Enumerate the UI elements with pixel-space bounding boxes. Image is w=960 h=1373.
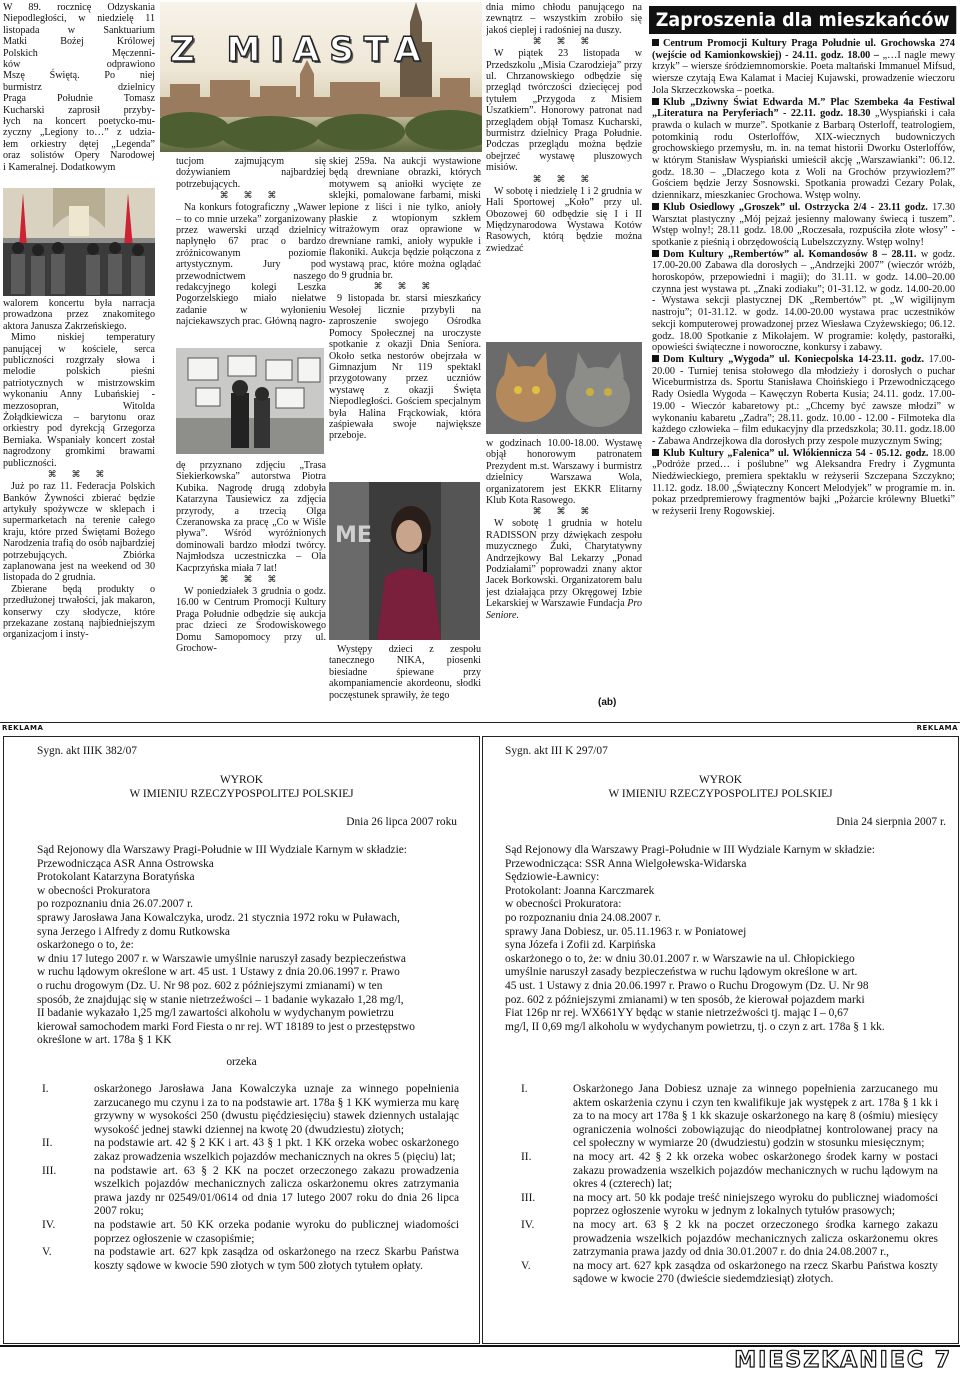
point-text: na podstawie art. 42 § 2 KK i art. 43 § 1 pkt. 1 KK orzeka wobec oskarżonego zakaz prowadzenia wszelkich pojazdów mechanicznych na okres 5 (pięciu) lat; (94, 1137, 459, 1163)
intro-line: Matki Bożej Królowej (3, 36, 155, 48)
concert-narration-text: walorem koncertu była narracja prowadzona przez znakomitego aktora Janusza Zakrzeńskiego. (3, 298, 155, 332)
charity-ball-paragraph (486, 518, 642, 621)
verdict-line: Przewodnicząca ASR Anna Ostrowska (37, 857, 214, 870)
verdict-point (4, 1165, 459, 1219)
city-skyline-image (160, 2, 482, 152)
verdict-line: sprawy Jana Dobiesz, ur. 05.11.1963 r. w Poniatowej (505, 925, 747, 938)
ad-label-left: REKLAMA (2, 724, 44, 732)
svg-text:ME: ME (335, 523, 372, 548)
intro-line: zyczny „Legiony to…” z udzia- (3, 127, 155, 139)
invitation-details: 17.30 Warsztat plastyczny „Mój pejzaż jesienny malowany świecą i tuszem”. Wstęp wolny!; 28.11 godz. 18.00 „Roczesała, rozpuściła złote włosy” - spotkanie z pieśnią i obrzędowością Lubelszczyzny. Wstęp wolny! (652, 201, 955, 248)
section-separator: ⌘ ⌘ ⌘ (219, 191, 283, 202)
invitation-item (652, 249, 955, 354)
column-4-top (486, 2, 642, 340)
invitation-venue: Klub „Dziwny Świat Edwarda M.” Plac Szembeka 4a Festiwal „Literatura na Peryferiach” - 22.11. godz. 18.30 (652, 96, 955, 120)
invitation-venue: Klub Kultury „Falenica” ul. Włókiennicza 54 - 05.12. godz. (663, 447, 933, 459)
point-text: na mocy art. 627 kpk zasądza od oskarżonego na rzecz Skarbu Państwa koszty sądowe w kwocie 270 (dwieście siedemdziesiąt) złotych. (573, 1259, 938, 1286)
case-number: Sygn. akt III K 297/07 (505, 745, 608, 757)
point-text: na mocy art. 63 § 2 kk na poczet orzeczonego środka karnego zakazu prowadzenia wszelkich pojazdów mechanicznych zalicza oskarżonemu okres zatrzymania prawa jazdy od dnia 30.01.2007 r. do dnia 24.08.2007 r., (573, 1218, 938, 1259)
intro-line: oraz solistów Opery Narodowej (3, 150, 155, 162)
section-separator: ⌘ ⌘ ⌘ (532, 37, 596, 48)
verdict-points (483, 1083, 938, 1287)
verdict-date: Dnia 24 sierpnia 2007 r. (836, 816, 946, 828)
verdict-point (4, 1083, 459, 1137)
food-bank-continuation: tucjom zajmującym się dożywianiem najbardziej potrzebujących. (176, 156, 326, 190)
auction-paragraph: W poniedziałek 3 grudnia o godz. 16.00 w Centrum Promocji Kultury Praga Południe odbędzie się aukcja prac dzieci ze Środowiskowego Domu Samopomocy przy ul. Grochow- (176, 586, 326, 655)
invitation-details: 18.00 „Podróże przed… i poślubne” wg Aleksandra Fredry i Zygmunta Niedźwieckiego, premiera spektaklu w reżyserii Szczepana Szczykno; 11.12. godz. 18.00 „Świąteczny Koncert Melodyjek” w programie m. in. pokaz przedpremierowy fragmentów bajki „Pożarcie królewny Bluetki” w reżyserii Ireny Rogowskiej. (652, 447, 955, 518)
concert-paragraph: Mimo niskiej temperatury panującej w kościele, serca publiczności rozgrzały słowa i melodie polskich pieśni patriotycznych w mistrzowskim wykonaniu Anny Lubańskiej - mezzosopran, Witolda Żołądkiewicza – barytonu oraz orkiestry pod dyrekcją Grzegorza Berniaka. Wspaniały koncert został nagrodzony gromkimi brawami publiczności. (3, 332, 155, 469)
foundation-name: Pro Seniore. (486, 598, 642, 621)
invitation-venue: Centrum Promocji Kultury Praga Południe ul. Grochowska 274 (wejście od Kamionkowskiej) - 24.11. godz. 18.00 – (652, 38, 955, 61)
verdict-points (4, 1083, 459, 1273)
verdict-line: Sąd Rejonowy dla Warszawy Pragi-Południe w III Wydziale Karnym w składzie: (37, 844, 407, 856)
bullet-square-icon (652, 203, 659, 210)
verdict-title: WYROK (698, 774, 743, 786)
verdict-line: umyślnie naruszył zasady bezpieczeństwa w ruchu lądowym określone w art. (505, 966, 858, 979)
verdict-date: Dnia 26 lipca 2007 roku (346, 816, 457, 828)
column-3-bottom (329, 644, 481, 712)
column-2-bottom (176, 460, 326, 712)
verdict-line: Protokolant: Joanna Karczmarek (505, 884, 655, 897)
z-miasta-banner (160, 2, 482, 152)
cats-photo (486, 342, 642, 434)
invitation-details: „…I nagle mewy krzyk” – wiersze śródziemnomorskie. Poeta maltański Immanuel Mifsud, wiersze czytają Ewa Kalamat i Maciej Kujawski, prowadzenie wieczoru Jola Skrzeczkowska – poetka. (652, 49, 955, 96)
verdict-line: określone w art. 178a § 1 KK (37, 1034, 172, 1047)
verdict-line: Przewodnicząca: SSR Anna Wielgołewska-Widarska (505, 857, 747, 870)
food-bank-paragraph: Już po raz 11. Federacja Polskich Banków Żywności zbierać będzie artykuły spożywcze w sklepach i supermarketach na terenie całego kraju, które przed Świętami Bożego Narodzenia trafią do osób najbardziej potrzebujących. Zbiórka zaplanowana jest na weekend od 30 listopada do 2 grudnia. (3, 481, 155, 584)
photo-contest-results: dę przyznano zdjęciu „Trasa Siekierkowska” autorstwa Piotra Kubika. Nagrodę drugą zdobyła Katarzyna Tausiewicz za zdjęcia przyrody, a trzecią Olga Czeranowska za pracę „Co w Wiśle pływa”. Wśród wyróżnionych dominowali bardzo młodzi twórcy. Najmłodsza uczestniczka – Ola Kacprzyńska miała 7 lat! (176, 460, 326, 574)
cat-show-paragraph: W sobotę i niedzielę 1 i 2 grudnia w Hali Sportowej „Koło” przy ul. Obozowej 60 odbędzie się I i II Międzynarodowa Wystawa Kotów Rasowych, którą będzie można zwiedzać (486, 185, 642, 254)
intro-line: W 89. rocznicę Odzyskania (3, 2, 155, 13)
author-signature: (ab) (598, 697, 617, 708)
verdict-line: kierował samochodem marki Ford Fiesta o nr rej. WT 18189 to jest o przestępstwo (37, 1020, 415, 1033)
section-title: Z MIASTA (170, 30, 431, 70)
section-separator: ⌘ ⌘ ⌘ (532, 174, 596, 185)
singer-photo (329, 482, 480, 640)
point-number: III. (521, 1191, 536, 1204)
section-separator: ⌘ ⌘ ⌘ (373, 282, 437, 293)
ad-divider (0, 722, 960, 723)
intro-line: Kucharski zaprosił przyby- (3, 104, 155, 116)
verdict-line: Sąd Rejonowy dla Warszawy Pragi-Południe w III Wydziale Karnym w składzie: (505, 844, 875, 856)
column-3-top (329, 156, 481, 480)
verdict-line: w obecności Prokuratora: (505, 898, 622, 911)
invitation-details: 17.00-20.00 - Turniej tenisa stołowego dla młodzieży i dorosłych o puchar Wiceburmistrza ds. Sportu Stanisława Choińskiego i Przewodniczącego Rady Osiedla Wygoda – Kawęczyn Roberta Kusia; 24.11. godz. 17.00-19.00 - Wieczór kabaretowy pt.: „Chcemy być zawsze młodzi” w wykonaniu kabaretu „Zadra”; 28.11. godz. 10.00 - 12.00 - Filmoteka dla każdego człowieka – film edukacyjny dla przedszkola; 30.11. godz.18.00 - Zabawa Andrzejkowa dla dorosłych przy zespole muzycznym Swing; (652, 353, 955, 447)
verdict-point (483, 1083, 938, 1151)
invitation-venue: Dom Kultury „Rembertów” al. Komandosów 8 – 28.11. (663, 248, 921, 260)
verdict-line: sprawy Jarosława Jana Kowalczyka, urodz. 21 stycznia 1972 roku w Puławach, (37, 911, 400, 924)
verdict-line: sposób, że znajdując się w stanie nietrzeźwości – 1 badanie wykazało 1,28 mg/l, (37, 993, 404, 1006)
column-1-intro (3, 2, 155, 184)
verdict-line: syna Józefa i Zofii zd. Karpińska (505, 939, 656, 952)
verdict-title: WYROK (219, 774, 264, 786)
intro-line: ków odprawiono (3, 59, 155, 71)
footer-title: MIESZKANIEC 7 (734, 1348, 952, 1373)
verdict-subtitle: W IMIENIU RZECZYPOSPOLITEJ POLSKIEJ (608, 788, 833, 800)
singer-image (329, 482, 480, 640)
invitations-title: Zaproszenia dla mieszkańców (649, 6, 956, 34)
section-separator: ⌘ ⌘ ⌘ (532, 507, 596, 518)
point-number: IV. (42, 1218, 56, 1231)
point-number: III. (42, 1164, 57, 1177)
invitation-venue: Klub Osiedlowy „Groszek” ul. Ostrzycka 2/4 - 23.11 godz. (663, 201, 933, 213)
invitation-item (652, 448, 955, 518)
verdict-line: II badanie wykazało 1,25 mg/l zawartości alkoholu w wydychanym powietrzu (37, 1007, 394, 1020)
bullet-square-icon (652, 98, 659, 105)
invitation-item (652, 38, 955, 97)
bullet-square-icon (652, 250, 659, 257)
photo-contest-paragraph: Na konkurs fotograficzny „Wawer – to co mnie urzeka” zorganizowany przez wawerski urząd dzielnicy napłynęło 67 prac o bardzo zróżnicowanym poziomie artystycznym. Jury pod przewodnictwem naszego redakcyjnego kolegi Leszka Pogorzelskiego miało niełatwe zadanie w wyłonieniu najciekawszych prac. Główną nagro- (176, 202, 326, 328)
invitation-item (652, 97, 955, 202)
invitation-venue: Dom Kultury „Wygoda” ul. Koniecpolska 14-23.11. godz. (663, 353, 929, 365)
verdict-line: oskarżonego o to, że: (37, 939, 134, 952)
verdict-point (4, 1246, 459, 1273)
verdict-subtitle: W IMIENIU RZECZYPOSPOLITEJ POLSKIEJ (129, 788, 354, 800)
verdict-point (4, 1219, 459, 1246)
auction-continuation: skiej 259a. Na aukcji wystawione będą drewniane obrazki, których motywem są aniołki wycięte ze sklejki, pomalowane farbami, miski lepione z liści i nie tylko, anioły płaskie z wtopionym szkłem witrażowym oraz oprawione w drewniane ramki, anioły wypukłe i flakoniki. Aukcja będzie połączona z wystawą prac, które można oglądać do 9 grudnia br. (329, 156, 481, 282)
verdict-left (3, 736, 480, 1344)
point-number: V. (42, 1246, 52, 1259)
intro-line: Praga Południe Tomasz (3, 93, 155, 105)
verdict-point (483, 1219, 938, 1260)
verdict-body (37, 844, 477, 1048)
verdict-line: syna Jerzego i Alfredy z domu Rutkowska (37, 925, 230, 938)
invitation-item (652, 354, 955, 448)
intro-line: listopada w Sanktuarium (3, 24, 155, 36)
verdict-line: po rozpoznaniu dnia 24.08.2007 r. (505, 911, 661, 924)
verdict-line: w obecności Prokuratora (37, 884, 151, 897)
point-text: na mocy art. 42 § 2 kk orzeka wobec oskarżonego środek karny w postaci zakazu prowadzenia wszelkich pojazdów mechanicznych w ruchu lądowym na okres 4 (czterech) lat; (573, 1150, 938, 1191)
verdict-point (483, 1260, 938, 1287)
point-text: na podstawie art. 50 KK orzeka podanie wyroku do publicznej wiadomości poprzez ogłoszenie w czasopiśmie; (94, 1218, 459, 1245)
intro-lines (3, 2, 155, 173)
point-text: na podstawie art. 627 kpk zasądza od oskarżonego na rzecz Skarbu Państwa koszty sądowe w kwocie 590 złotych w tym 500 złotych tytułem opłaty. (94, 1246, 459, 1272)
verdict-line: Fiat 126p nr rej. WX661YY będąc w stanie nietrzeźwości tj. mając I – 0,67 (505, 1007, 849, 1020)
verdict-line: po rozpoznaniu dnia 26.07.2007 r. (37, 898, 193, 911)
invitation-item (652, 202, 955, 249)
kindergarten-paragraph: W piątek 23 listopada w Przedszkolu „Misia Czarodzieja” przy ul. Chrzanowskiego odbędzie się przegląd twórczości dziecięcej pod tytułem „Przygoda z Misiem Uszatkiem”. Honorowy patronat nad przeglądem objął Tomasz Kucharski, burmistrz dzielnicy Praga Południe. Podczas przeglądu można będzie obejrzeć wystawę pluszowych misiów. (486, 48, 642, 174)
verdict-line: 45 ust. 1 Ustawy z dnia 20.06.1997 r. Prawo o Ruchu Drogowym (Dz. U. Nr 98 (505, 979, 869, 992)
cats-image (486, 342, 642, 434)
senior-day-continuation: dnia mimo chłodu panującego na zewnątrz – wszystkim zrobiło się jakoś cieplej i radośniej na duszy. (486, 2, 642, 36)
verdict-line: w dniu 17 lutego 2007 r. w Warszawie umyślnie naruszył zasady bezpieczeństwa (37, 952, 406, 965)
section-separator: ⌘ ⌘ ⌘ (219, 575, 283, 586)
point-number: IV. (521, 1218, 535, 1231)
church-concert-image (3, 188, 155, 296)
point-number: V. (521, 1259, 531, 1272)
exhibition-image (176, 348, 324, 454)
invitation-details: „Wyspiański i cała prawda o kulach w murze”. Spotkanie z Barbarą Osterloff, teatrologiem, potomkinią rodu Osterloffów, XIX-wiecznych budowniczych grochowskiego przemysłu, m. in. na temat historii Dworku Osterloffów, w którym Stanisław Wyspiański umieścił akcję „Warszawianki”: 06.12. godz. 18.30 – „Dlaczego kota z Woli na Grochów przywiozłem?” Gościem będzie Jerzy Sosnowski. Spotkania prowadzi Cezary Polak, dziennikarz, mieszkaniec Grochowa. Wstęp wolny. (652, 108, 955, 202)
footer-rule (0, 1345, 960, 1347)
point-text: Oskarżonego Jana Dobiesz uznaje za winnego popełnienia zarzucanego mu aktem oskarżenia czynu i czyn ten kwalifikuje jak występek z art. 178a § 1 kk i za to na mocy art 178a § 1 kk skazuje oskarżonego na karę 8 (ośmiu) miesięcy ograniczenia wolności zobowiązując do nieodpłatnej kontrolowanej pracy na cel społeczny w wymiarze 20 (dwudziestu) godzin w stosunku miesięcznym; (573, 1083, 938, 1150)
verdict-line: Protokolant Katarzyna Boratyńska (37, 871, 195, 884)
ad-label-right: REKLAMA (916, 724, 958, 732)
point-text: oskarżonego Jarosława Jana Kowalczyka uznaje za winnego popełnienia zarzucanego mu czynu i za to na podstawie art. 178a § 1 KK wymierza mu karę grzywny w wysokości 250 (dwustu pięćdziesięciu) stawek dziennych ustalając wysokość jednej stawki dziennej na kwotę 20 (dwudziestu) złotych; (94, 1083, 459, 1136)
case-number: Sygn. akt IIIK 382/07 (37, 745, 137, 757)
invitations-list (652, 38, 955, 708)
senior-day-paragraph: 9 listopada br. starsi mieszkańcy Wesołej licznie przybyli na zaproszenie swojego Ośrodka Pomocy Społecznej na uroczyste spotkanie z okazji Dnia Seniora. Około setka nestorów obejrzała w Gimnazjum Nr 119 spektakl przygotowany przez uczniów wystawę z okazji Święta Niepodległości. Gościem specjalnym była Halina Frąckowiak, która zaśpiewała swoje największe przeboje. (329, 293, 481, 442)
verdict-line: Sędziowie-Ławnicy: (505, 871, 600, 884)
nika-paragraph: Występy dzieci z zespołu tanecznego NIKA, piosenki biesiadne śpiewane przy akompaniamencie akordeonu, słodki poczęstunek sprawiły, że tego (329, 644, 481, 701)
intro-line: Mszę Świętą. Po niej (3, 70, 155, 82)
verdict-line: o ruchu drogowym (Dz. U. Nr 98 poz. 602 z późniejszymi zmianami) w ten (37, 979, 383, 992)
invitation-details: w godz. 17.00-20.00 Zabawa dla dorosłych – „Andrzejki 2007” (wieczór wróżb, horoskopów, przepowiedni i magii); do 31.11. w godz. 14.00–20.00 czynna jest wystawa pt. „Znaki zodiaku”; 01-31.12. w godz. 14.00-20.00 - Wystawa sekcji plastycznej DK „Rembertów” pt. „W wigilijnym nastroju”; 01-31.12. w godz. 14.00-20.00 wystawa prac uczestników sekcji komputerowej prowadzonej przez Wiesława Czyżewskiego; 06.12. godz. 18.00 Spotkanie z Mikołajem. W programie: kolędy, pastorałki, opowieści świąteczne i noworoczne, konkursy i zabawy. (652, 248, 955, 354)
column-4-bottom (486, 438, 642, 682)
verdict-point (4, 1137, 459, 1164)
verdict-line: mg/l, II 0,69 mg/l alkoholu w wydychanym powietrzu, tj. o czyn z art. 178a § 1 kk. (505, 1020, 885, 1033)
point-number: I. (521, 1083, 528, 1095)
bullet-square-icon (652, 39, 659, 46)
column-1-body (3, 298, 155, 718)
verdict-body (505, 844, 955, 1034)
cat-show-continuation: w godzinach 10.00-18.00. Wystawę objął honorowym patronatem Prezydent m.st. Warszawy i burmistrz dzielnicy Warszawa Wola, organizatorem jest EKKR Elitarny Klub Kota Rasowego. (486, 438, 642, 507)
bullet-square-icon (652, 449, 659, 456)
intro-line: Polskich Męczenni- (3, 47, 155, 59)
column-2-top (176, 156, 326, 346)
intro-line: i Kameralnej. Dodatkowym (3, 161, 116, 173)
point-number: I. (42, 1083, 49, 1095)
point-text: na mocy art. 50 kk podaje treść niniejszego wyroku do publicznej wiadomości poprzez ogłoszenie wyroku w jednym z lokalnych tytułów prasowych; (573, 1191, 938, 1218)
verdict-line: oskarżonego o to, że: w dniu 30.01.2007 r. w Warszawie na ul. Chłopickiego (505, 952, 855, 965)
food-bank-paragraph-2: Zbierane będą produkty o przedłużonej trwałości, jak makaron, konserwy czy słodycze, które przekazane zostaną najbiedniejszym organizacjom i insty- (3, 583, 155, 641)
point-number: II. (42, 1137, 53, 1150)
church-concert-photo (3, 188, 155, 296)
point-text: na podstawie art. 63 § 2 KK na poczet orzeczonego zakazu prowadzenia wszelkich pojazdów mechanicznych zalicza oskarżonemu okres zatrzymania prawa jazdy nr 02549/01/0614 od dnia 17 lutego 2007 roku do dnia 26 lipca 2007 roku; (94, 1164, 459, 1218)
bullet-square-icon (652, 355, 659, 362)
intro-line: Niepodległości, w niedzielę 11 (3, 13, 155, 25)
intro-line: łem orkiestry dętej „Legenda” (3, 138, 155, 150)
exhibition-photo (176, 348, 324, 454)
orzeka-label: orzeka (226, 1056, 257, 1068)
verdict-point (483, 1151, 938, 1192)
verdict-line: w ruchu lądowym określone w art. 45 ust. 1 Ustawy z dnia 20.06.1997 r. Prawo (37, 966, 400, 979)
intro-line: łych na koncert poetycko-mu- (3, 116, 155, 128)
section-separator: ⌘ ⌘ ⌘ (47, 470, 111, 481)
charity-ball-text: W sobotę 1 grudnia w hotelu RADISSON przy dźwiękach zespołu muzycznego Żuki, Charytatywny Andrzejkowy Bal Lekarzy „Ponad Podziałami” poprowadzi znany aktor Jacek Borkowski. Organizatorem balu jest działająca przy Okręgowej Izbie Lekarskiej w Warszawie Fundacja (486, 518, 642, 610)
verdict-point (483, 1192, 938, 1219)
verdict-line: poz. 602 z późniejszymi zmianami) w ten sposób, że kierował pojazdem marki (505, 993, 865, 1006)
verdict-right (482, 736, 959, 1344)
intro-line: burmistrz dzielnicy (3, 81, 155, 93)
point-number: II. (521, 1150, 532, 1163)
